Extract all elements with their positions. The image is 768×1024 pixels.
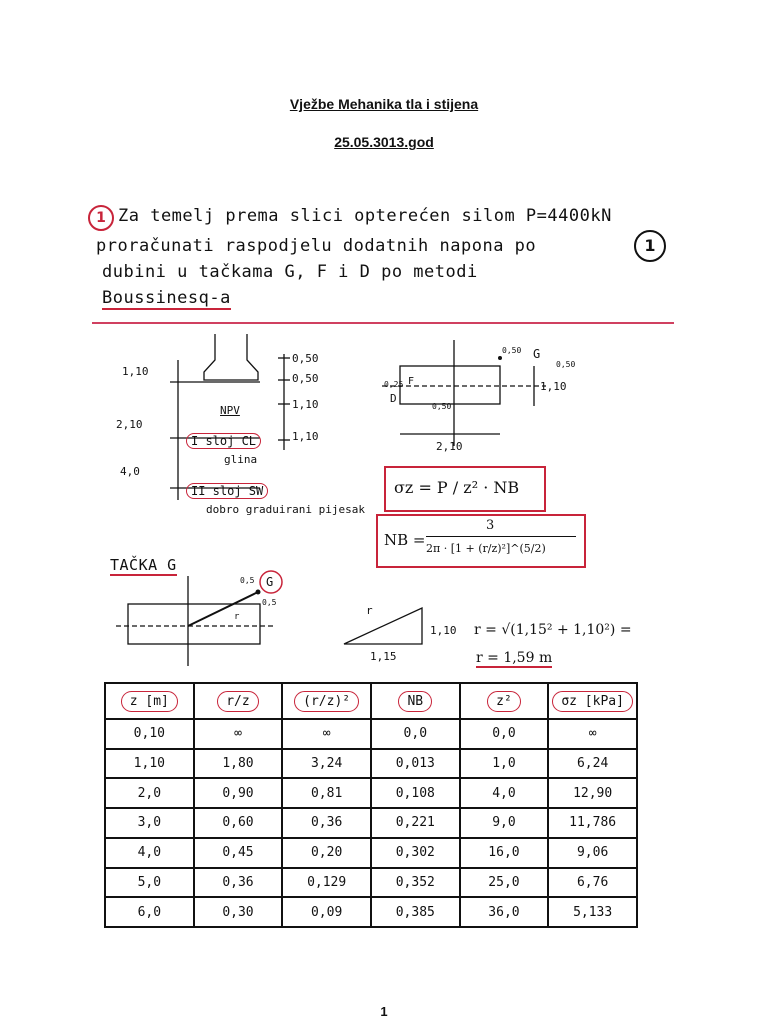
table-cell: 2,0 (105, 778, 194, 808)
triangle-base: 1,15 (370, 650, 397, 663)
task-line-1: Za temelj prema slici opterećen silom P=4400kN (118, 206, 612, 226)
col-header-z-squared: z² (460, 683, 549, 719)
table-row (105, 868, 637, 898)
table-cell: 25,0 (460, 868, 549, 898)
table-cell: 0,90 (194, 778, 283, 808)
point-g-dim-a: 0,5 (240, 576, 255, 585)
table-cell: 0,30 (194, 897, 283, 927)
soil-section-diagram (110, 330, 360, 530)
plan-point-d: D (390, 392, 397, 405)
table-cell: 4,0 (460, 778, 549, 808)
plan-point-g: G (533, 347, 541, 361)
foundation-plan-diagram (376, 336, 586, 456)
table-row (105, 719, 637, 749)
table-cell: 3,24 (282, 749, 371, 779)
table-cell: 9,0 (460, 808, 549, 838)
section-separator (92, 322, 674, 324)
table-cell: 0,221 (371, 808, 460, 838)
section-dim-right-2: 0,50 (292, 372, 319, 385)
section-npv-label: NPV (220, 404, 240, 417)
plan-dim-g2: 0,50 (556, 360, 576, 369)
table-cell: 12,90 (548, 778, 637, 808)
plan-dim-g1: 0,50 (502, 346, 522, 355)
table-cell: ∞ (194, 719, 283, 749)
plan-width: 2,10 (436, 440, 463, 453)
table-row (105, 897, 637, 927)
calc-r-formula: r = √(1,15² + 1,10²) = (474, 622, 632, 638)
formula-fraction-bar (426, 536, 576, 537)
point-g-heading: TAČKA G (110, 556, 177, 574)
section-layer-1: I sloj CL (186, 433, 261, 449)
table-cell: 0,385 (371, 897, 460, 927)
task-line-2: proračunati raspodjelu dodatnih napona po (96, 236, 537, 256)
section-layer-2-note: dobro graduirani pijesak (206, 503, 365, 516)
table-cell: 6,0 (105, 897, 194, 927)
calc-r-result: r = 1,59 m (476, 650, 553, 666)
table-cell: 9,06 (548, 838, 637, 868)
table-cell: 1,0 (460, 749, 549, 779)
col-header-sigma: σz [kPa] (548, 683, 637, 719)
results-table (104, 682, 638, 928)
table-cell: 0,36 (282, 808, 371, 838)
table-cell: 6,24 (548, 749, 637, 779)
task-line-4: Boussinesq-a (102, 288, 231, 308)
col-header-nb: NB (371, 683, 460, 719)
formula-nb-denominator: 2π · [1 + (r/z)²]^(5/2) (426, 542, 546, 555)
table-cell: 0,0 (371, 719, 460, 749)
table-row (105, 778, 637, 808)
table-cell: 16,0 (460, 838, 549, 868)
table-cell: 0,10 (105, 719, 194, 749)
table-cell: 11,786 (548, 808, 637, 838)
table-cell: 1,10 (105, 749, 194, 779)
table-cell: 5,0 (105, 868, 194, 898)
plan-dim-d: 0,25 (384, 380, 404, 389)
section-layer-2: II sloj SW (186, 483, 268, 499)
plan-height: 1,10 (540, 380, 567, 393)
table-cell: 0,60 (194, 808, 283, 838)
page-number: 1 (380, 1004, 388, 1019)
point-g-label: G (266, 575, 274, 589)
section-dim-right-1: 0,50 (292, 352, 319, 365)
col-header-z: z [m] (105, 683, 194, 719)
table-row (105, 808, 637, 838)
formula-nb-box (376, 514, 586, 568)
triangle-r: r (366, 604, 373, 617)
section-dim-left-top: 1,10 (122, 365, 149, 378)
section-dim-right-4: 1,10 (292, 430, 319, 443)
table-cell: 0,013 (371, 749, 460, 779)
table-cell: 0,45 (194, 838, 283, 868)
task-number-badge: 1 (88, 205, 114, 231)
page-date: 25.05.3013.god (334, 134, 434, 150)
section-dim-right-3: 1,10 (292, 398, 319, 411)
table-cell: 6,76 (548, 868, 637, 898)
table-header-row (105, 683, 637, 719)
table-cell: ∞ (548, 719, 637, 749)
point-g-dim-b: 0,5 (262, 598, 277, 607)
formula-nb-numerator: 3 (486, 518, 495, 533)
table-cell: 0,352 (371, 868, 460, 898)
point-g-r-label: r (234, 612, 240, 622)
table-cell: 0,0 (460, 719, 549, 749)
table-cell: 1,80 (194, 749, 283, 779)
table-cell: 0,108 (371, 778, 460, 808)
table-row (105, 749, 637, 779)
table-cell: 0,20 (282, 838, 371, 868)
section-layer-1-note: glina (224, 453, 258, 466)
table-cell: 3,0 (105, 808, 194, 838)
table-cell: 4,0 (105, 838, 194, 868)
table-cell: 36,0 (460, 897, 549, 927)
page-title: Vježbe Mehanika tla i stijena (289, 96, 479, 112)
task-line-3: dubini u tačkama G, F i D po metodi (102, 262, 478, 282)
side-number-badge: 1 (634, 230, 666, 262)
col-header-rz: r/z (194, 683, 283, 719)
table-cell: 0,129 (282, 868, 371, 898)
formula-sigma: σz = P / z² · NB (394, 478, 520, 497)
plan-dim-f: 0,50 (432, 402, 452, 411)
table-cell: 0,302 (371, 838, 460, 868)
col-header-rz-squared: (r/z)² (282, 683, 371, 719)
table-cell: ∞ (282, 719, 371, 749)
plan-point-f: F (408, 376, 415, 387)
formula-sigma-box (384, 466, 546, 512)
table-cell: 5,133 (548, 897, 637, 927)
formula-nb-left: NB = (384, 531, 426, 549)
table-cell: 0,09 (282, 897, 371, 927)
triangle-side: 1,10 (430, 624, 457, 637)
section-dim-left-bot: 4,0 (120, 465, 140, 478)
table-row (105, 838, 637, 868)
section-dim-left-mid: 2,10 (116, 418, 143, 431)
triangle-diagram (340, 604, 430, 648)
table-cell: 0,36 (194, 868, 283, 898)
table-cell: 0,81 (282, 778, 371, 808)
